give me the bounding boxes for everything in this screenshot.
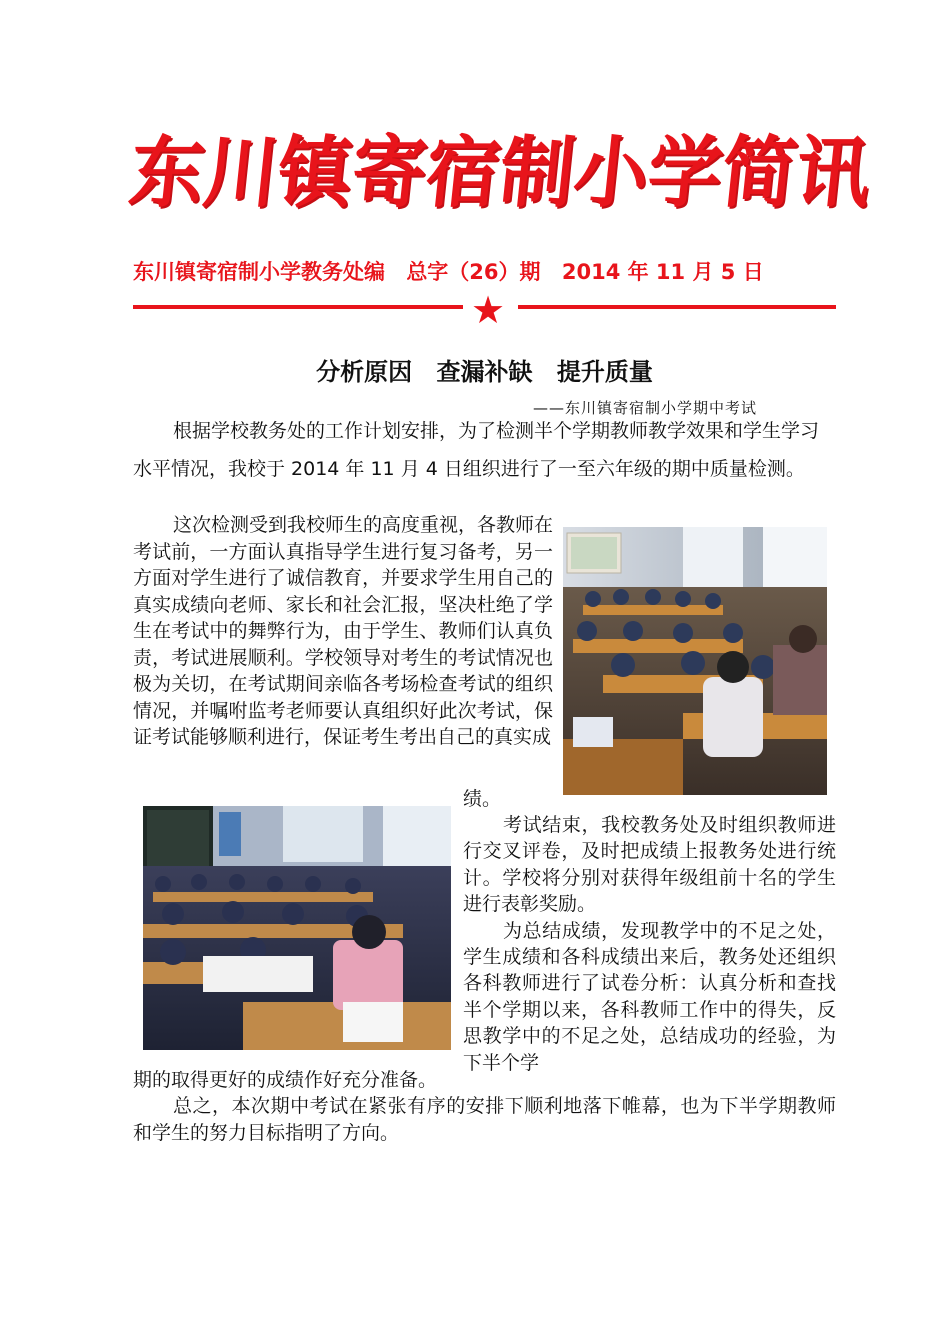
paragraph-analysis: 为总结成绩，发现教学中的不足之处，学生成绩和各科成绩出来后，教务处还组织各科教师进行了试卷分析：认真分析和查找半个学期以来，各科教师工作中的得失，反思教学中的不足之处，总结成功的经验，为下半个学 (463, 919, 836, 1074)
right-column-text (463, 812, 836, 1076)
paragraph-exam-preparation-tail: 绩。 (463, 788, 502, 810)
headline-phrase: 提升质量 (556, 358, 653, 386)
divider-rule-left (133, 305, 463, 309)
masthead-title (125, 118, 875, 228)
issue-editor: 东川镇寄宿制小学教务处编 (133, 260, 385, 284)
masthead-char: 镇 (273, 127, 357, 219)
masthead-char: 小 (569, 127, 653, 219)
classroom-exam-photo-drawing (563, 527, 827, 795)
masthead-char: 讯 (791, 127, 875, 219)
masthead-char: 寄 (347, 127, 431, 219)
paragraph-conclusion: 总之，本次期中考试在紧张有序的安排下顺利地落下帷幕，也为下半学期教师和学生的努力目标指明了方向。 (133, 1095, 836, 1144)
issue-line (133, 256, 853, 286)
headline-phrase: 分析原因 (316, 358, 413, 386)
students-writing-photo (143, 806, 451, 1050)
masthead-char: 宿 (421, 127, 505, 219)
paragraph-grading: 考试结束，我校教务处及时组织教师进行交叉评卷，及时把成绩上报教务处进行统计。学校将分别对获得年级组前十名的学生进行表彰奖励。 (463, 814, 836, 916)
headline-phrase: 查漏补缺 (436, 358, 533, 386)
article-headline (133, 352, 836, 387)
issue-number: 总字（26）期 (406, 260, 541, 284)
students-writing-photo-drawing (143, 806, 451, 1050)
article-byline: ——东川镇寄宿制小学期中考试 (533, 399, 758, 417)
masthead-char: 东 (125, 127, 209, 219)
paragraph-analysis-tail: 期的取得更好的成绩作好充分准备。 (133, 1069, 438, 1091)
masthead-char: 简 (717, 127, 801, 219)
masthead-char: 制 (495, 127, 579, 219)
paragraph-intro: 根据学校教务处的工作计划安排，为了检测半个学期教师教学效果和学生学习水平情况，我校于 2014 年 11 月 4 日组织进行了一至六年级的期中质量检测。 (133, 420, 820, 480)
divider-rule-right (518, 305, 836, 309)
masthead-char: 川 (199, 127, 283, 219)
masthead-char: 学 (643, 127, 727, 219)
paragraph-exam-preparation: 这次检测受到我校师生的高度重视，各教师在考试前，一方面认真指导学生进行复习备考，另一方面对学生进行了诚信教育，并要求学生用自己的真实成绩向老师、家长和社会汇报，坚决杜绝了学生在考试中的舞弊行为，由于学生、教师们认真负责，考试进展顺利。学校领导对考生的考试情况也极为关切，在考试期间亲临各考场检查考试的组织情况，并嘱咐监考老师要认真组织好此次考试，保证考试能够顺利进行，保证考生考出自己的真实成 (133, 514, 554, 748)
star-icon: ★ (470, 288, 506, 332)
issue-date: 2014 年 11 月 5 日 (561, 260, 764, 284)
classroom-exam-photo (563, 527, 827, 795)
